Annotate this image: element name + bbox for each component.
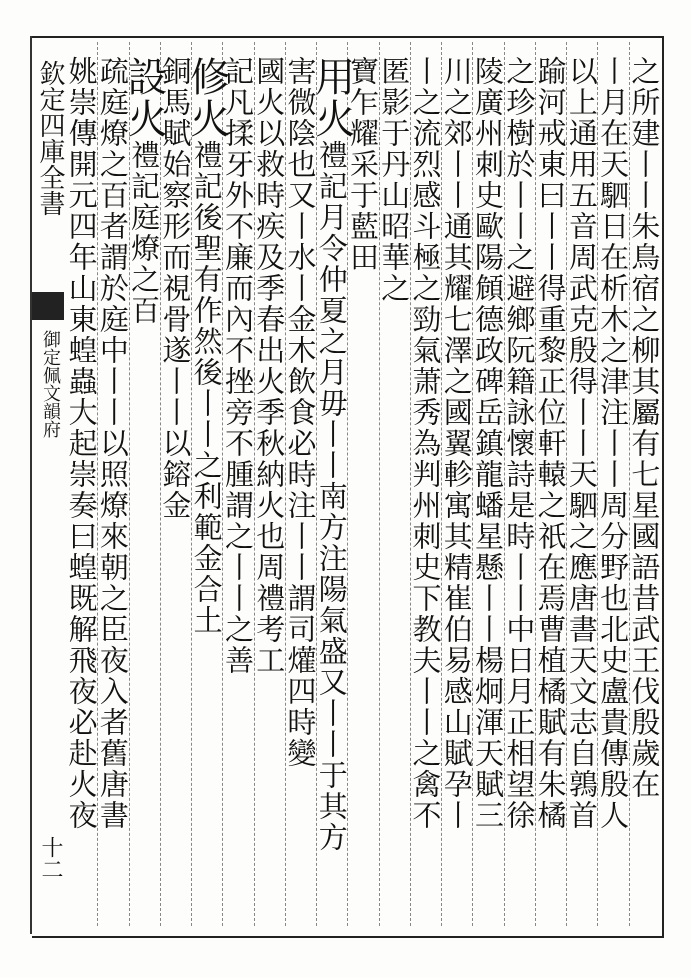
- text-column: 川之郊丨丨通其耀七澤之國翼軫寓其精崔伯易感山賦孕丨: [439, 56, 474, 831]
- text-column: 踰河戒東曰丨丨得重黎正位軒轅之祇在焉曹植橘賦有朱橘: [533, 56, 568, 831]
- text-column: 以上通用五音周武克殷得丨丨天駟之應唐書天文志自鶉首: [564, 56, 599, 831]
- margin-series-title: 欽定四庫全書: [35, 60, 65, 216]
- entry-heading: 用火: [308, 56, 355, 140]
- text-column: 記凡揉牙外不廉而內不挫旁不腫謂之丨丨之善: [220, 56, 255, 676]
- text-column: 之所建丨丨朱鳥宿之柳其屬有七星國語昔武王伐殷歲在: [627, 56, 662, 800]
- column-text: 禮記庭燎之百: [127, 140, 162, 326]
- text-column: 疏庭燎之百者謂於庭中丨丨以照燎來朝之臣夜入者舊唐書: [95, 56, 130, 831]
- text-column: 寶乍耀采于藍田: [346, 56, 380, 273]
- text-column: 丨之流烈感斗極之勁氣萧秀為判州刺史下教夫丨丨之禽不: [408, 56, 443, 831]
- margin-book-title: 御定佩文韻府: [40, 330, 61, 438]
- column-text: 禮記後聖有作然後丨丨之利範金合土: [189, 140, 224, 636]
- text-column: 姚崇傳開元四年山東蝗蟲大起崇奏曰蝗既解飛夜必赴火夜: [64, 56, 99, 831]
- page-number: 十二: [38, 836, 63, 880]
- entry-heading: 設火: [121, 56, 168, 140]
- text-column: 害微陰也又丨水丨金木飲食必時注丨丨謂司爟四時變: [283, 56, 318, 769]
- column-text: 禮記月令仲夏之月毋丨丨南方注陽氣盛又丨丨于其方: [314, 140, 349, 853]
- text-column: 之珍樹於丨丨之避鄉阮籍詠懷詩是時丨丨中日月正相望徐: [502, 56, 537, 831]
- text-column: 匿影于丹山昭華之: [377, 56, 412, 304]
- margin-fish-tail: [32, 292, 64, 320]
- text-column: 銅馬賦始察形而視骨遂丨丨以鎔金: [158, 56, 193, 521]
- entry-heading: 修火: [183, 56, 230, 140]
- text-column: 陵廣州刺史歐陽頠德政碑岳鎮龍蟠星懸丨丨楊炯渾天賦三: [471, 56, 506, 831]
- text-column: 丨月在天駟日在析木之津注丨丨周分野也北史盧貴傳殷人: [596, 56, 631, 831]
- text-column: 國火以救時疾及季春出火季秋納火也周禮考工: [252, 56, 287, 676]
